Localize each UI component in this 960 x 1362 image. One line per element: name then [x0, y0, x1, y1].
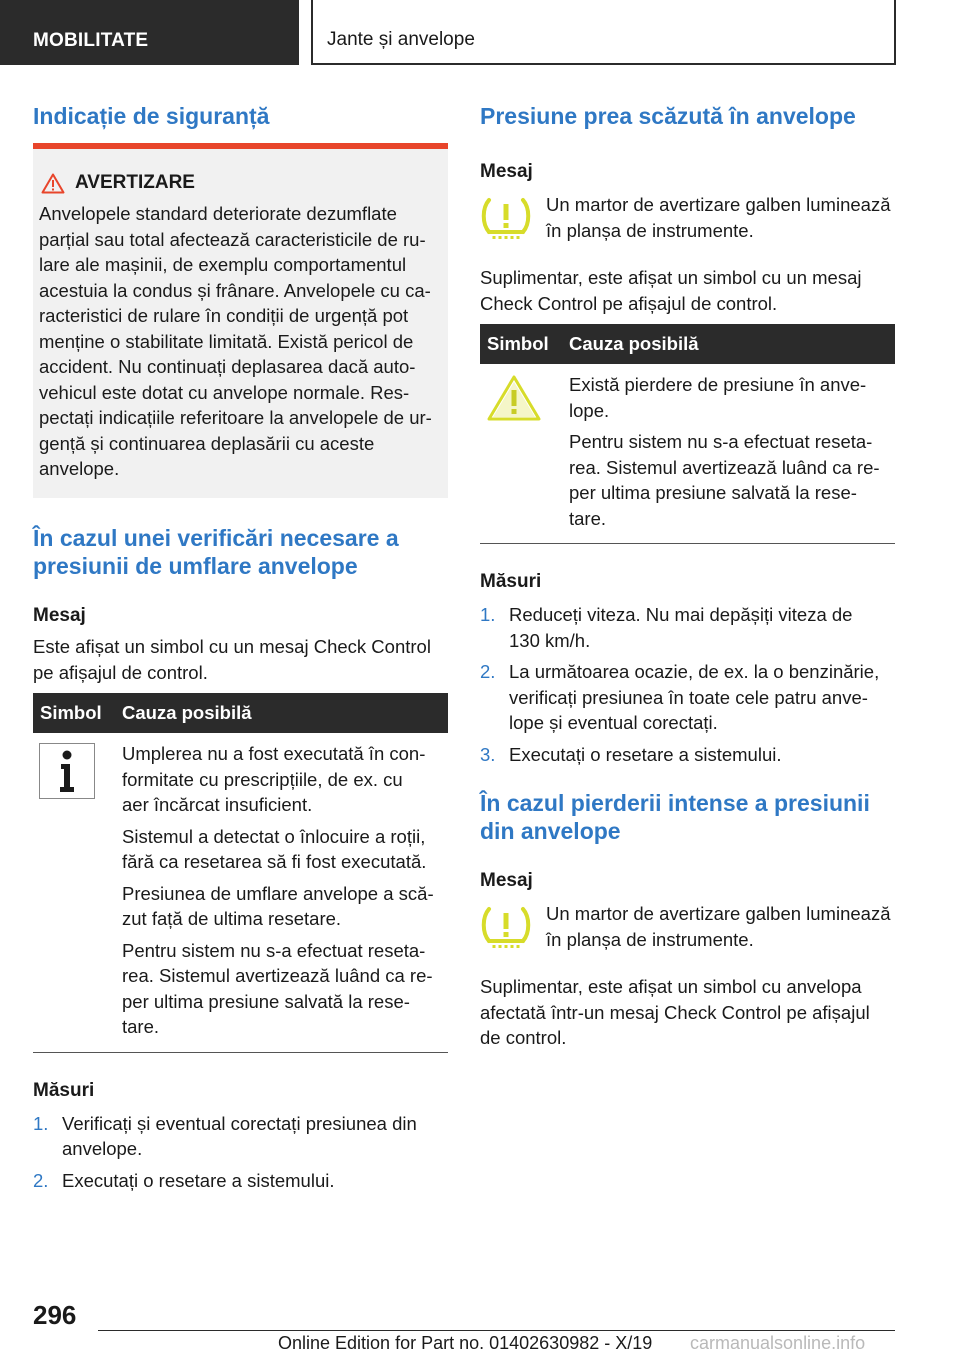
- cause-paragraph: [569, 372, 895, 423]
- step-text: [509, 602, 852, 653]
- table-header: [33, 693, 448, 733]
- supplement-line: de control.: [480, 1027, 567, 1048]
- supplement-text: [480, 974, 895, 1051]
- symbol-cell: [33, 741, 122, 1046]
- message-label: Mesaj: [480, 161, 533, 182]
- step-number: 2.: [33, 1169, 49, 1191]
- list-item: [33, 1168, 448, 1194]
- lamp-line: Un martor de avertizare galben luminează: [546, 194, 891, 215]
- step-line: Reduceți viteza. Nu mai depășiți viteza de: [509, 604, 853, 625]
- list-item: [480, 742, 895, 768]
- check-heading: [33, 524, 448, 580]
- cause-line: Există pierdere de presiune în anve-: [569, 374, 867, 395]
- lamp-row: [480, 192, 895, 245]
- list-item: [480, 659, 895, 736]
- message-label: Mesaj: [480, 870, 533, 891]
- warning-line: menține o stabilitate limitată. Există pericol de: [39, 330, 414, 352]
- supplement-line: Check Control pe afișajul de control.: [480, 292, 778, 314]
- warning-line: anvelope.: [39, 458, 120, 479]
- cause-cell: [569, 372, 895, 537]
- supplement-line: Suplimentar, este afișat un simbol cu un mesaj: [480, 267, 862, 288]
- supplement-line: afectată într-un mesaj Check Control pe afișajul: [480, 1001, 870, 1023]
- cause-paragraph: [122, 741, 448, 818]
- message-text: [33, 634, 448, 685]
- warning-line: accident. Nu continuați deplasarea dacă auto-: [39, 356, 416, 377]
- message-line: pe afișajul de control.: [33, 661, 208, 683]
- step-text: [509, 659, 879, 736]
- check-heading-line: presiunii de umflare anvelope: [33, 553, 358, 579]
- cause-line: Umplerea nu a fost executată în con-: [122, 743, 426, 764]
- left-column: [33, 100, 448, 130]
- step-text: [62, 1111, 417, 1162]
- tire-pressure-lamp-icon: [480, 905, 532, 949]
- message-line: Este afișat un simbol cu un mesaj Check Control: [33, 636, 431, 657]
- safety-heading: Indicație de siguranță: [33, 103, 270, 129]
- measures-list: [480, 602, 895, 767]
- page-number: 296: [33, 1300, 77, 1330]
- lamp-icon-cell: [480, 192, 546, 245]
- warning-title: [39, 171, 440, 195]
- cause-line: tare.: [569, 507, 607, 529]
- measures-label: Măsuri: [480, 571, 542, 592]
- edition-text: Online Edition for Part no. 01402630982 - X/19: [278, 1333, 653, 1353]
- step-number: 1.: [480, 604, 496, 625]
- cause-line: Pentru sistem nu s-a efectuat reseta-: [122, 939, 426, 961]
- cause-line: per ultima presiune salvată la rese-: [569, 482, 857, 503]
- low-pressure-heading: Presiune prea scăzută în anvelope: [480, 103, 856, 129]
- lamp-line: în planșa de instrumente.: [546, 219, 754, 241]
- step-line: lope și eventual corectați.: [509, 712, 718, 733]
- lamp-line: Un martor de avertizare galben luminează: [546, 903, 891, 924]
- warning-line: parțial sau total afectează caracteristicile de ru-: [39, 228, 426, 250]
- cause-line: formitate cu prescripțiile, de ex. cu: [122, 768, 403, 790]
- left-column-lower: [33, 524, 448, 1199]
- table-row: [33, 733, 448, 1053]
- watermark: carmanualsonline.info: [690, 1333, 866, 1353]
- section-tab: [0, 0, 299, 65]
- cause-table: [33, 693, 448, 1053]
- warning-line: pectați indicațiile referitoare la anvelopele de ur-: [39, 407, 432, 428]
- message-label: Mesaj: [33, 605, 86, 626]
- step-line: verificați presiunea în toate cele patru anve-: [509, 686, 868, 708]
- cause-cell: [122, 741, 448, 1046]
- lamp-row: [480, 901, 895, 954]
- info-icon: [39, 743, 95, 799]
- lamp-text: [546, 901, 890, 954]
- list-item: [33, 1111, 448, 1162]
- table-header: [480, 324, 895, 364]
- warning-triangle-icon: [486, 374, 542, 422]
- check-heading-line: În cazul unei verificări necesare a: [33, 525, 399, 551]
- chapter-label: Jante și anvelope: [327, 29, 475, 50]
- tire-pressure-lamp-icon: [480, 196, 532, 240]
- cause-paragraph: [122, 881, 448, 932]
- warning-line: acestuia la condus și frânare. Anvelopele cu ca-: [39, 279, 431, 301]
- step-line: anvelope.: [62, 1138, 143, 1159]
- cause-line: aer încărcat insuficient.: [122, 794, 313, 815]
- cause-line: zut față de ultima resetare.: [122, 908, 342, 929]
- cause-line: fără ca resetarea să fi fost executată.: [122, 851, 427, 872]
- cause-line: rea. Sistemul avertizează luând ca re-: [569, 456, 880, 478]
- step-number: 3.: [480, 743, 496, 765]
- step-number: 1.: [33, 1112, 49, 1134]
- col-cause: Cauza posibilă: [122, 702, 252, 723]
- cause-line: Pentru sistem nu s-a efectuat reseta-: [569, 431, 873, 452]
- cause-line: tare.: [122, 1016, 160, 1037]
- intense-heading-line: din anvelope: [480, 818, 621, 844]
- measures-list: [33, 1111, 448, 1194]
- warning-label: AVERTIZARE: [75, 172, 195, 193]
- step-text: [509, 742, 782, 768]
- intense-heading-line: În cazul pierderii intense a presiunii: [480, 790, 870, 816]
- measures-label: Măsuri: [33, 1079, 95, 1101]
- cause-paragraph: [569, 429, 895, 531]
- table-row: [480, 364, 895, 544]
- col-symbol: Simbol: [40, 702, 102, 723]
- warning-line: vehicul este dotat cu anvelope normale. Res-: [39, 381, 410, 403]
- step-number: 2.: [480, 661, 496, 682]
- warning-triangle-icon: [41, 173, 65, 194]
- cause-paragraph: [122, 938, 448, 1040]
- lamp-icon-cell: [480, 901, 546, 954]
- symbol-cell: [480, 372, 569, 537]
- intense-loss-heading: [480, 789, 895, 845]
- supplement-line: Suplimentar, este afișat un simbol cu anvelopa: [480, 976, 862, 997]
- step-line: Executați o resetare a sistemului.: [509, 743, 782, 765]
- warning-line: gență și continuarea deplasării cu aceste: [39, 432, 375, 454]
- list-item: [480, 602, 895, 653]
- step-line: Executați o resetare a sistemului.: [62, 1169, 335, 1191]
- warning-line: lare ale mașinii, de exemplu comportamentul: [39, 254, 407, 275]
- col-symbol: Simbol: [487, 333, 549, 354]
- col-cause: Cauza posibilă: [569, 333, 699, 354]
- step-line: Verificați și eventual corectați presiunea din: [62, 1112, 417, 1134]
- step-line: La următoarea ocazie, de ex. la o benzinărie,: [509, 661, 880, 682]
- chapter-tab: [311, 0, 896, 65]
- cause-table: [480, 324, 895, 544]
- section-label: MOBILITATE: [33, 30, 149, 51]
- cause-line: rea. Sistemul avertizează luând ca re-: [122, 965, 433, 986]
- warning-line: racteristici de rulare în condiții de urgență pot: [39, 305, 409, 326]
- lamp-text: [546, 192, 890, 245]
- lamp-line: în planșa de instrumente.: [546, 928, 754, 950]
- warning-line: Anvelopele standard deteriorate dezumflate: [39, 203, 397, 224]
- cause-line: Sistemul a detectat o înlocuire a roții,: [122, 825, 426, 847]
- step-text: [62, 1168, 335, 1194]
- cause-line: per ultima presiune salvată la rese-: [122, 990, 410, 1012]
- cause-line: Presiunea de umflare anvelope a scă-: [122, 882, 434, 904]
- supplement-text: [480, 265, 895, 316]
- cause-paragraph: [122, 824, 448, 875]
- warning-box: [33, 143, 448, 498]
- step-line: 130 km/h.: [509, 629, 591, 651]
- warning-text: [39, 201, 440, 482]
- footer-divider: [98, 1330, 895, 1331]
- cause-line: lope.: [569, 399, 610, 421]
- right-column: [480, 100, 895, 1051]
